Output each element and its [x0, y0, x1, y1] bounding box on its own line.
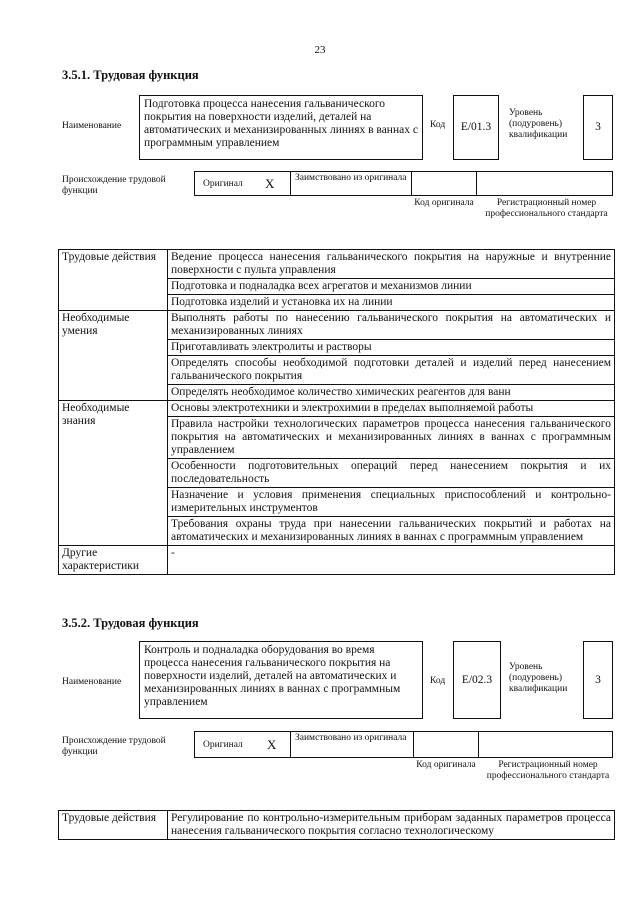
other-value: -: [168, 546, 615, 575]
page-number: 23: [314, 44, 326, 56]
borrowed-cell: Заимствовано из оригинала: [290, 171, 412, 196]
reg-number-cell: [476, 171, 613, 196]
other-label: Другие характеристики: [59, 546, 168, 575]
name-label: Наименование: [62, 677, 122, 687]
level-label: Уровень (подуровень) квалификации: [509, 662, 568, 694]
name-label: Наименование: [62, 121, 122, 131]
knowledge-item: Правила настройки технологических параметров процесса нанесения гальванического покрытия на автоматических и механизированных линиях в ваннах с программным управлением: [168, 417, 615, 459]
reg-number-cell: [478, 731, 613, 758]
labor-actions-label: Трудовые действия: [59, 250, 168, 311]
level-value: 3: [583, 641, 613, 719]
labor-actions-label: Трудовые действия: [59, 811, 168, 840]
skill-item: Выполнять работы по нанесению гальванического покрытия на автоматических и механизированных линиях: [168, 311, 615, 340]
code-caption: Код оригинала: [416, 760, 476, 770]
original-mark: X: [265, 176, 275, 191]
reg-caption: Регистрационный номер профессионального стандарта: [485, 198, 608, 219]
original-cell: [194, 171, 291, 196]
skill-item: Определять способы необходимой подготовки деталей и изделий перед нанесением гальванического покрытия: [168, 356, 615, 385]
knowledge-item: Требования охраны труда при нанесении гальванических покрытий и работах на автоматических и механизированных линиях в ваннах с программным управлением: [168, 517, 615, 546]
table-fragment: [58, 810, 616, 847]
section-title: 3.5.2. Трудовая функция: [62, 616, 199, 630]
code-label: Код: [430, 676, 446, 686]
skill-item: Приготавливать электролиты и растворы: [168, 340, 615, 356]
code-caption: Код оригинала: [414, 198, 474, 208]
code-value: E/01.3: [453, 95, 499, 160]
skill-item: Определять необходимое количество химических реагентов для ванн: [168, 385, 615, 401]
skills-label: Необходимые умения: [59, 311, 168, 401]
function-name-box: Контроль и подналадка оборудования во время процесса нанесения гальванического покрытия на поверхности изделий, деталей на автоматических и механизированных линиях в ваннах с программным управлением: [139, 641, 423, 719]
original-code-cell: [413, 731, 479, 758]
code-label: Код: [430, 120, 446, 130]
labor-action-item: Регулирование по контрольно-измерительным приборам заданных параметров процесса нанесения гальванического покрытия согласно технологическому: [168, 811, 615, 840]
original-cell: [194, 731, 291, 758]
original-code-cell: [411, 171, 477, 196]
borrowed-cell: Заимствовано из оригинала: [290, 731, 414, 758]
reg-caption: Регистрационный номер профессионального стандарта: [486, 760, 610, 781]
level-label: Уровень (подуровень) квалификации: [509, 108, 568, 140]
code-value: E/02.3: [453, 641, 501, 719]
origin-label: Происхождение трудовой функции: [62, 736, 166, 757]
origin-label: Происхождение трудовой функции: [62, 175, 166, 196]
original-mark: X: [267, 737, 277, 752]
labor-action-item: Подготовка изделий и установка их на линии: [168, 295, 615, 311]
knowledge-item: Назначение и условия применения специальных приспособлений и контрольно-измерительных инструментов: [168, 488, 615, 517]
original-label: Оригинал: [203, 179, 243, 189]
section-title: 3.5.1. Трудовая функция: [62, 68, 199, 82]
labor-action-item: Подготовка и подналадка всех агрегатов и механизмов линии: [168, 279, 615, 295]
knowledge-item: Особенности подготовительных операций перед нанесением покрытия и их последовательность: [168, 459, 615, 488]
knowledge-label: Необходимые знания: [59, 401, 168, 546]
function-name-box: Подготовка процесса нанесения гальванического покрытия на поверхности изделий, деталей на автоматических и механизированных линиях в ваннах с программным управлением: [139, 95, 423, 160]
original-label: Оригинал: [203, 740, 243, 750]
function-table: [58, 249, 615, 575]
labor-action-item: Ведение процесса нанесения гальванического покрытия на наружные и внутренние поверхности с пульта управления: [168, 250, 615, 279]
knowledge-item: Основы электротехники и электрохимии в пределах выполняемой работы: [168, 401, 615, 417]
level-value: 3: [583, 95, 613, 160]
